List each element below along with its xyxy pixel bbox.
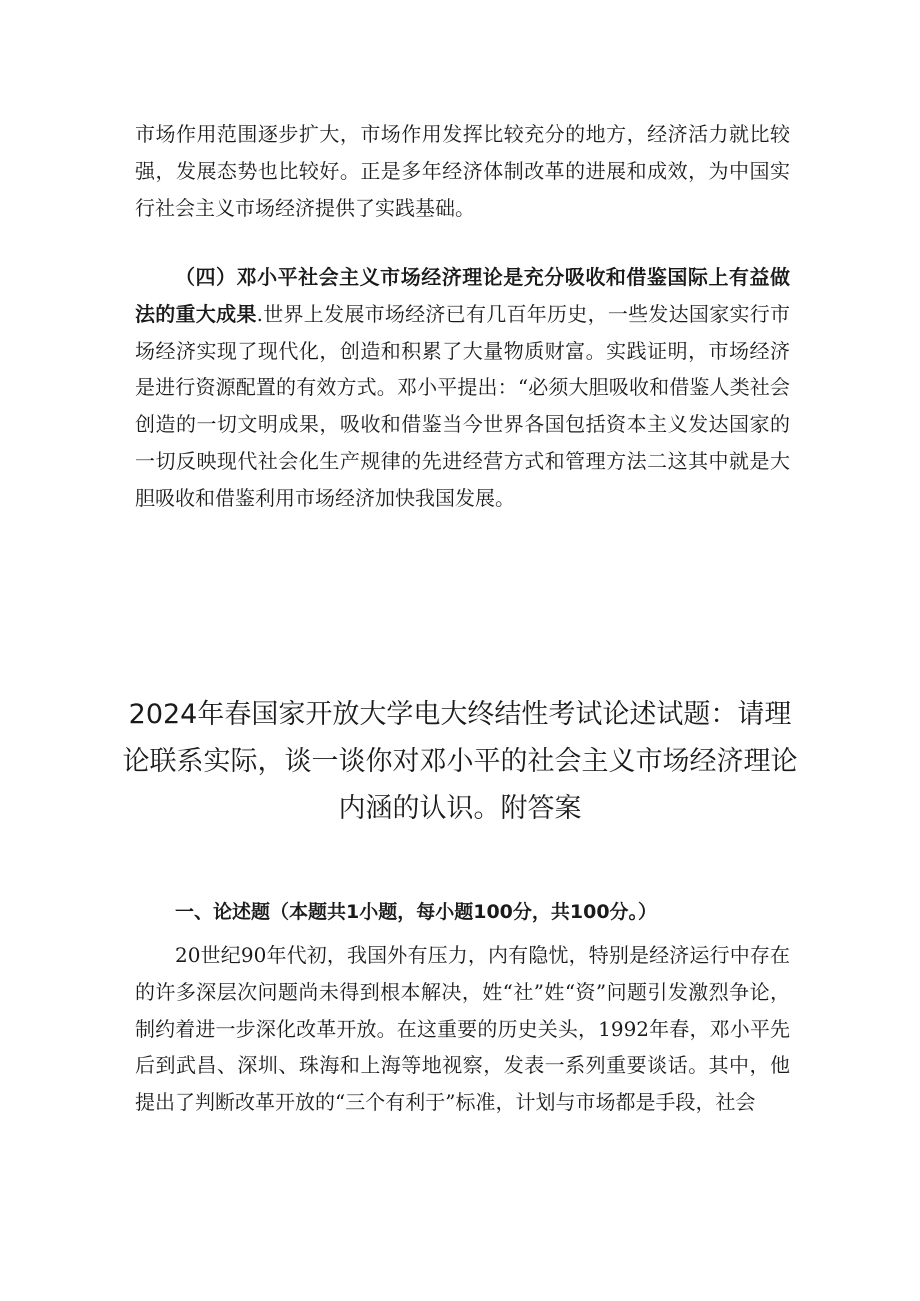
paragraph-text: .世界上发展市场经济已有几百年历史，一些发达国家实行市场经济实现了现代化，创造和积累了大量物质财富。实践证明，市场经济是进行资源配置的有效方式。邓小平提出：“必须大胆吸收和借鉴人类社会创造的一切文明成果，吸收和借鉴当今世界各国包括资本主义发达国家的一切反映现代社会化生产规律的先进经营方式和管理方法二这其中就是大胆吸收和借鉴利用市场经济加快我国发展。 xyxy=(135,301,791,510)
paragraph-market-role xyxy=(135,116,790,226)
paragraph-bold-lead: （四）邓小平社会主义市场经济理论是充分吸收和借鉴国际上有益做法的重大成果 xyxy=(135,265,790,326)
paragraph-1990s-background xyxy=(135,937,790,1121)
paragraph-international-experience xyxy=(135,259,790,517)
paragraph-text: 市场作用范围逐步扩大，市场作用发挥比较充分的地方，经济活力就比较强，发展态势也比较好。正是多年经济体制改革的进展和成效，为中国实行社会主义市场经济提供了实践基础。 xyxy=(135,122,790,220)
document-title: 2024年春国家开放大学电大终结性考试论述试题：请理论联系实际，谈一谈你对邓小平的社会主义市场经济理论内涵的认识。附答案 xyxy=(122,699,798,824)
section-heading: 一、论述题（本题共1小题，每小题100分，共100分。） xyxy=(175,901,658,923)
paragraph-text: 20世纪90年代初，我国外有压力，内有隐忧，特别是经济运行中存在的许多深层次问题尚未得到根本解决，姓“社”姓“资”问题引发激烈争论，制约着进一步深化改革开放。在这重要的历史关头，1992年春，邓小平先后到武昌、深圳、珠海和上海等地视察，发表一系列重要谈话。其中，他提出了判断改革开放的“三个有利于”标准，计划与市场都是手段，社会 xyxy=(135,943,790,1115)
